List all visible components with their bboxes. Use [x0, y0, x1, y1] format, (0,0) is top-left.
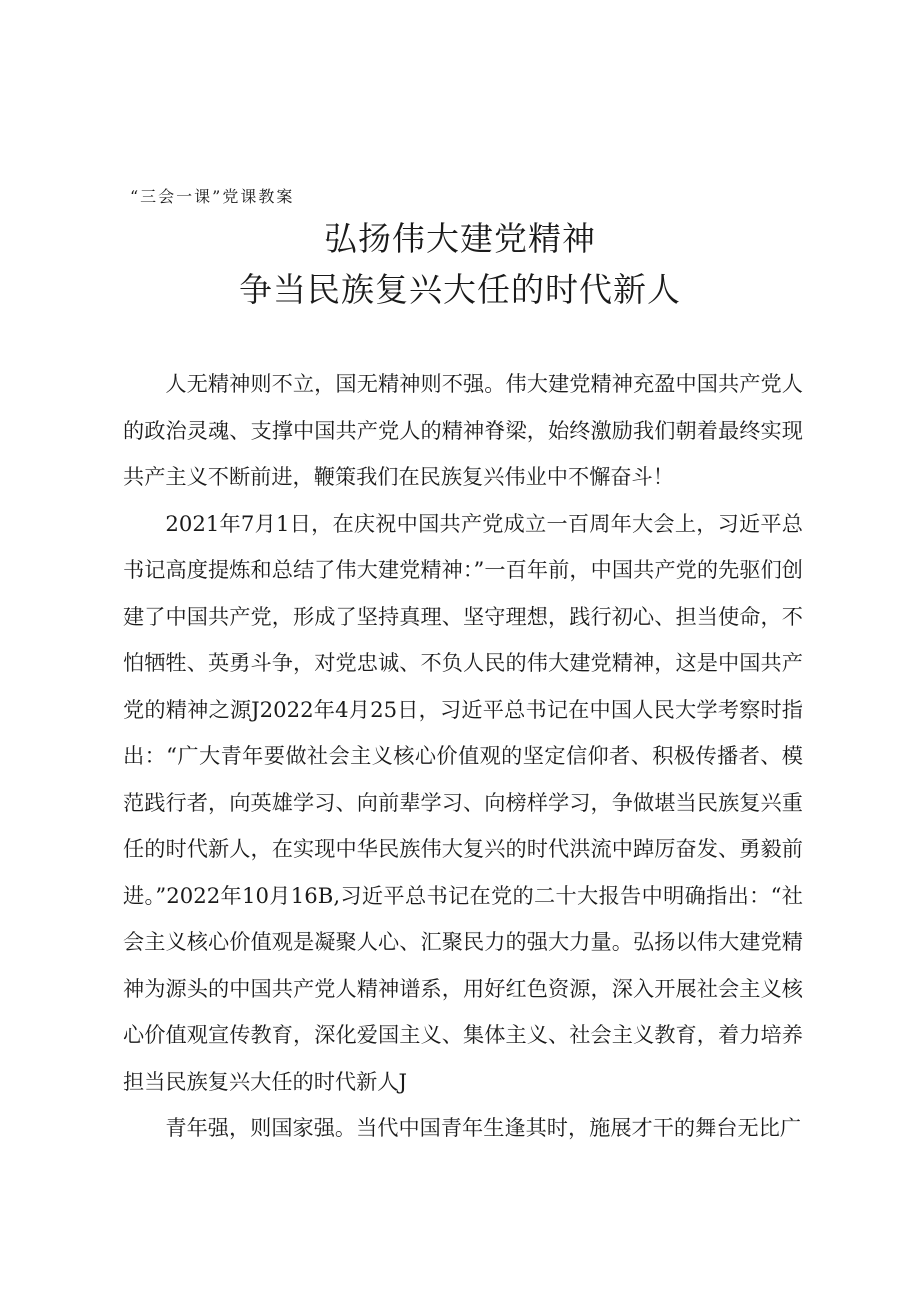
body-text [123, 361, 803, 1152]
paragraph: 2021年7月1日，在庆祝中国共产党成立一百周年大会上，习近平总书记高度提炼和总结了伟大建党精神：”一百年前，中国共产党的先驱们创建了中国共产党，形成了坚持真理、坚守理想，践行初心、担当使命，不怕牺牲、英勇斗争，对党忠诚、不负人民的伟大建党精神，这是中国共产党的精神之源J2022年4月25日，习近平总书记在中国人民大学考察时指出：“广大青年要做社会主义核心价值观的坚定信仰者、积极传播者、模范践行者，向英雄学习、向前辈学习、向榜样学习，争做堪当民族复兴重任的时代新人，在实现中华民族伟大复兴的时代洪流中踔厉奋发、勇毅前进。”2022年10月16B,习近平总书记在党的二十大报告中明确指出：“社会主义核心价值观是凝聚人心、汇聚民力的强大力量。弘扬以伟大建党精神为源头的中国共产党人精神谱系，用好红色资源，深入开展社会主义核心价值观宣传教育，深化爱国主义、集体主义、社会主义教育，着力培养担当民族复兴大任的时代新人J [123, 510, 803, 1094]
title-line-2: 争当民族复兴大任的时代新人 [239, 270, 681, 309]
title-line-1: 弘扬伟大建党精神 [324, 219, 596, 258]
paragraph: 青年强，则国家强。当代中国青年生逢其时，施展才干的舞台无比广 [165, 1115, 802, 1140]
document-label: “三会一课”党课教案 [130, 187, 295, 206]
paragraph: 人无精神则不立，国无精神则不强。伟大建党精神充盈中国共产党人的政治灵魂、支撑中国共产党人的精神脊梁，始终激励我们朝着最终实现共产主义不断前进，鞭策我们在民族复兴伟业中不懈奋斗！ [123, 371, 803, 489]
